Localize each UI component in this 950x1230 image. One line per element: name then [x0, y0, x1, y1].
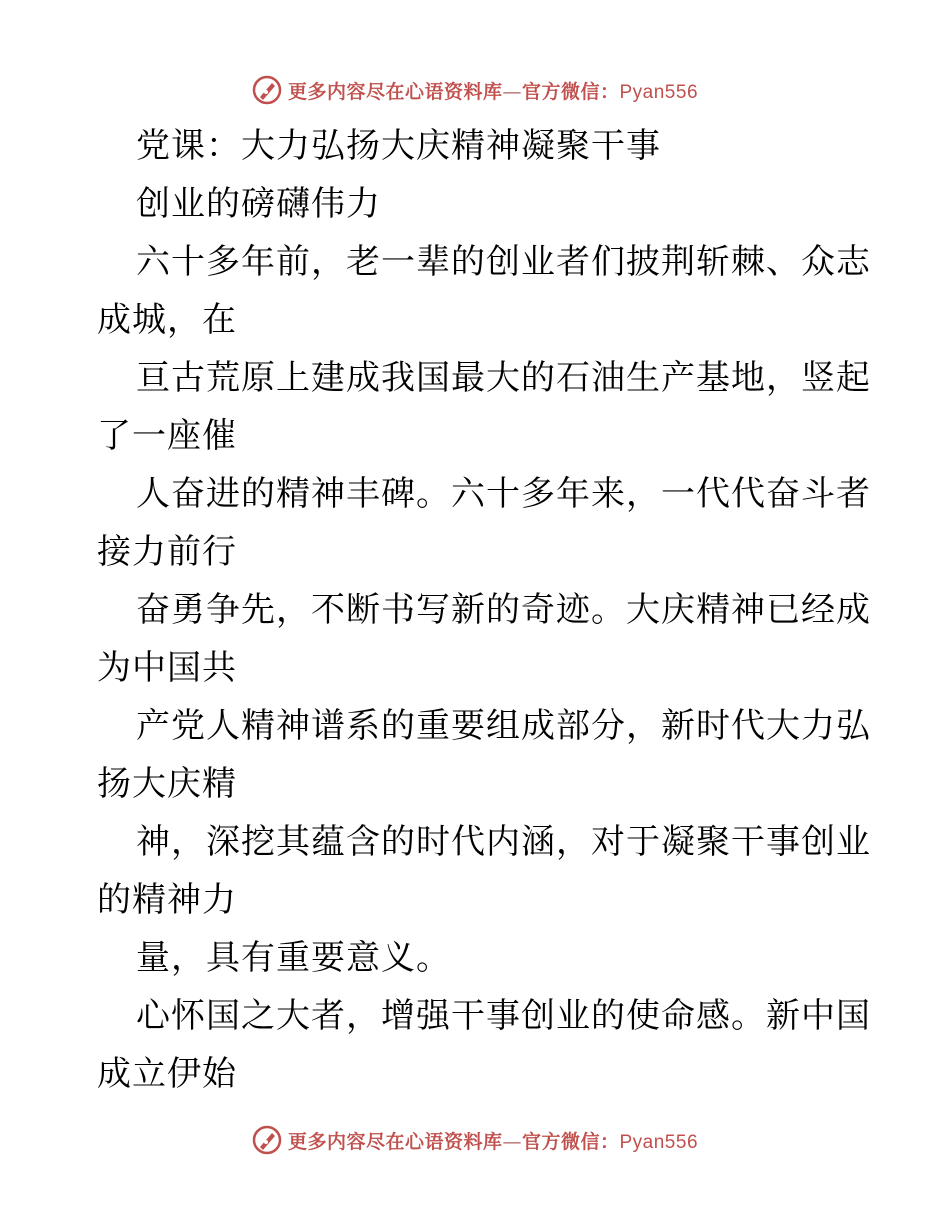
header-watermark-banner — [0, 70, 950, 110]
text-line: 为中国共 — [97, 648, 237, 688]
text-line: 的精神力 — [97, 880, 237, 920]
watermark-main-text: 更多内容尽在心语资料库 — [287, 1130, 503, 1153]
pen-nib-logo-icon — [252, 75, 282, 105]
text-line: 产党人精神谱系的重要组成部分，新时代大力弘 — [136, 706, 871, 746]
text-line: 扬大庆精 — [97, 764, 237, 804]
text-line: 心怀国之大者，增强干事创业的使命感。新中国 — [136, 996, 871, 1036]
watermark-official-label: 官方微信： — [521, 1130, 620, 1153]
watermark-separator: — — [502, 80, 522, 103]
watermark-separator: — — [502, 1130, 522, 1153]
text-line: 人奋进的精神丰碑。六十多年来，一代代奋斗者 — [136, 474, 871, 514]
text-line: 创业的磅礴伟力 — [136, 184, 381, 224]
text-line: 量，具有重要意义。 — [136, 938, 451, 978]
watermark-main-text: 更多内容尽在心语资料库 — [287, 80, 503, 103]
watermark-wechat-id: Pyan556 — [619, 81, 699, 103]
document-body — [97, 117, 871, 1103]
text-line: 成城，在 — [97, 300, 237, 340]
watermark-official-label: 官方微信： — [521, 80, 620, 103]
text-line: 亘古荒原上建成我国最大的石油生产基地，竖起 — [136, 358, 871, 398]
pen-nib-logo-icon — [252, 1125, 282, 1155]
text-line: 成立伊始 — [97, 1054, 237, 1094]
text-line: 奋勇争先，不断书写新的奇迹。大庆精神已经成 — [136, 590, 871, 630]
watermark-wechat-id: Pyan556 — [619, 1131, 699, 1153]
watermark-text — [288, 1127, 698, 1154]
text-line: 接力前行 — [97, 532, 237, 572]
footer-watermark-banner — [0, 1120, 950, 1160]
text-line: 党课：大力弘扬大庆精神凝聚干事 — [136, 126, 661, 166]
watermark-text — [288, 77, 698, 104]
text-line: 神，深挖其蕴含的时代内涵，对于凝聚干事创业 — [136, 822, 871, 862]
text-line: 了一座催 — [97, 416, 237, 456]
text-line: 六十多年前，老一辈的创业者们披荆斩棘、众志 — [136, 242, 871, 282]
